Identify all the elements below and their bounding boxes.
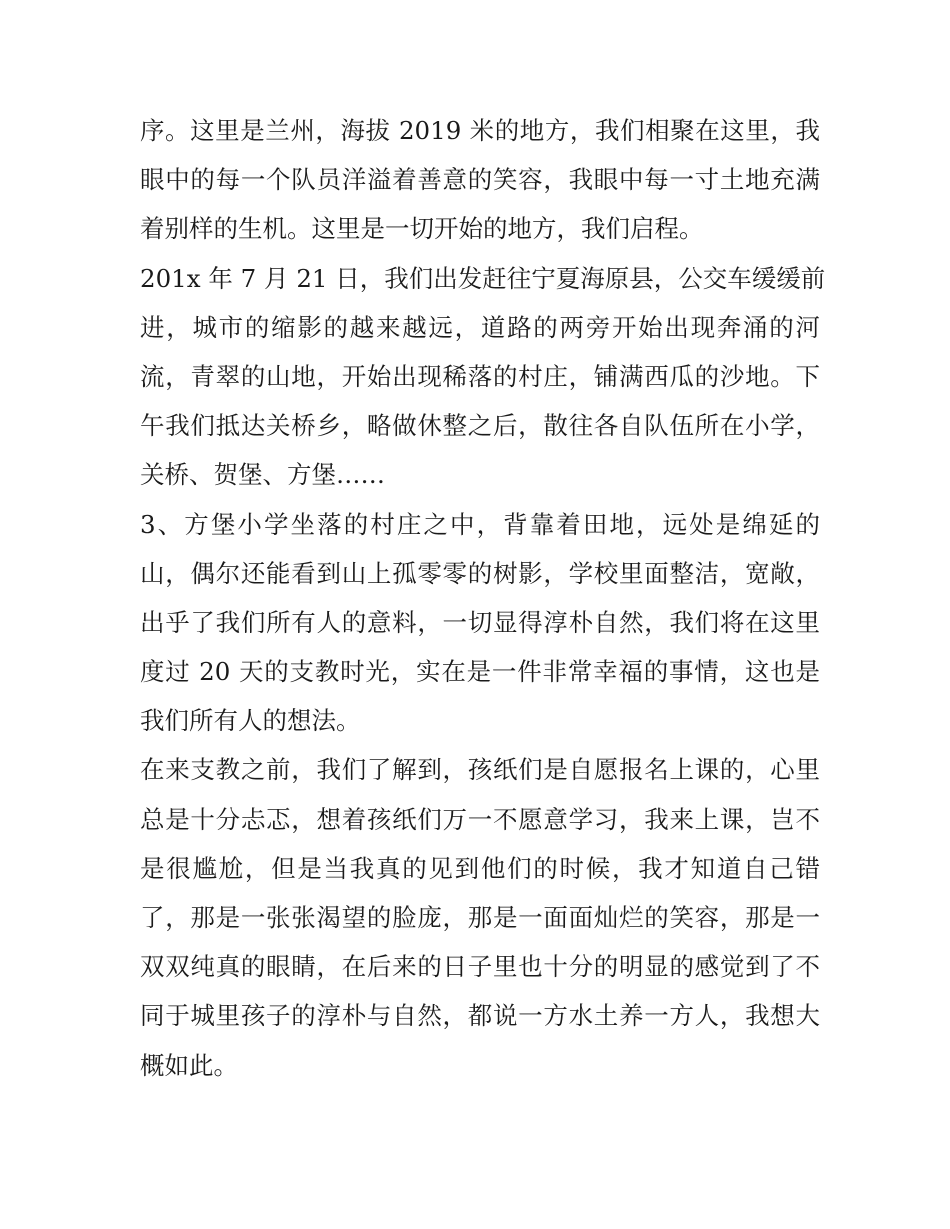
paragraph-3-line-1: 3、方堡小学坐落的村庄之中，背靠着田地，远处是绵延的 — [140, 509, 820, 539]
paragraph-3-line-5: 我们所有人的想法。 — [140, 706, 361, 736]
paragraph-4-line-1: 在来支教之前，我们了解到，孩纸们是自愿报名上课的，心里 — [140, 755, 820, 785]
paragraph-1-line-3: 着别样的生机。这里是一切开始的地方，我们启程。 — [140, 214, 704, 244]
paragraph-3 — [140, 500, 820, 746]
paragraph-3-line-2: 山，偶尔还能看到山上孤零零的树影，学校里面整洁，宽敞， — [140, 558, 820, 588]
paragraph-4-line-3: 是很尴尬，但是当我真的见到他们的时候，我才知道自己错 — [140, 853, 820, 883]
paragraph-3-line-4: 度过 20 天的支教时光，实在是一件非常幸福的事情，这也是 — [140, 657, 820, 687]
paragraph-1-line-1: 序。这里是兰州，海拔 2019 米的地方，我们相聚在这里，我 — [140, 116, 820, 145]
paragraph-1-line-2: 眼中的每一个队员洋溢着善意的笑容，我眼中每一寸土地充满 — [140, 165, 820, 195]
paragraph-4-line-5: 双双纯真的眼睛，在后来的日子里也十分的明显的感觉到了不 — [140, 952, 820, 982]
paragraph-2 — [140, 254, 826, 500]
paragraph-4 — [140, 745, 820, 1089]
paragraph-2-line-2: 进，城市的缩影的越来越远，道路的两旁开始出现奔涌的河 — [140, 312, 820, 342]
paragraph-2-line-3: 流，青翠的山地，开始出现稀落的村庄，铺满西瓜的沙地。下 — [140, 361, 820, 391]
paragraph-1 — [140, 106, 820, 254]
paragraph-4-line-6: 同于城里孩子的淳朴与自然，都说一方水土养一方人，我想大 — [140, 1001, 820, 1031]
paragraph-4-line-2: 总是十分忐忑，想着孩纸们万一不愿意学习，我来上课，岂不 — [140, 804, 820, 834]
paragraph-2-line-5: 关桥、贺堡、方堡…… — [140, 460, 385, 490]
paragraph-2-line-4: 午我们抵达关桥乡，略做休整之后，散往各自队伍所在小学， — [140, 411, 820, 441]
paragraph-4-line-4: 了，那是一张张渴望的脸庞，那是一面面灿烂的笑容，那是一 — [140, 903, 820, 932]
paragraph-4-line-7: 概如此。 — [140, 1050, 238, 1080]
paragraph-2-line-1: 201x 年 7 月 21 日，我们出发赶往宁夏海原县，公交车缓缓前 — [140, 263, 826, 293]
paragraph-3-line-3: 出乎了我们所有人的意料，一切显得淳朴自然，我们将在这里 — [140, 607, 820, 637]
document-body — [140, 106, 826, 1090]
